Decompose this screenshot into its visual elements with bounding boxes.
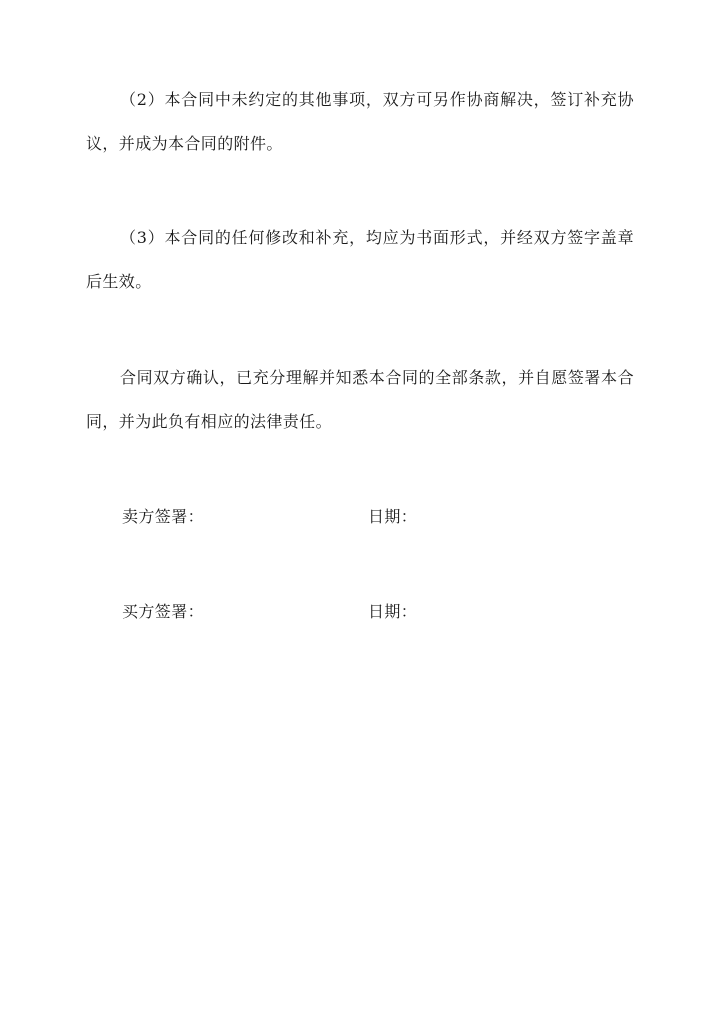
clause-3-paragraph: （3）本合同的任何修改和补充，均应为书面形式，并经双方签字盖章后生效。 bbox=[86, 228, 634, 291]
clause-2-paragraph: （2）本合同中未约定的其他事项，双方可另作协商解决，签订补充协议，并成为本合同的附件。 bbox=[86, 90, 634, 153]
buyer-date-label: 日期： bbox=[368, 602, 418, 621]
buyer-signature-line bbox=[122, 598, 642, 626]
confirmation-paragraph: 合同双方确认，已充分理解并知悉本合同的全部条款，并自愿签署本合同，并为此负有相应的法律责任。 bbox=[86, 368, 634, 431]
buyer-signature-label: 买方签署： bbox=[122, 602, 205, 621]
seller-signature-label: 卖方签署： bbox=[122, 507, 205, 526]
seller-date-label: 日期： bbox=[368, 507, 418, 526]
seller-signature-line bbox=[122, 503, 642, 531]
